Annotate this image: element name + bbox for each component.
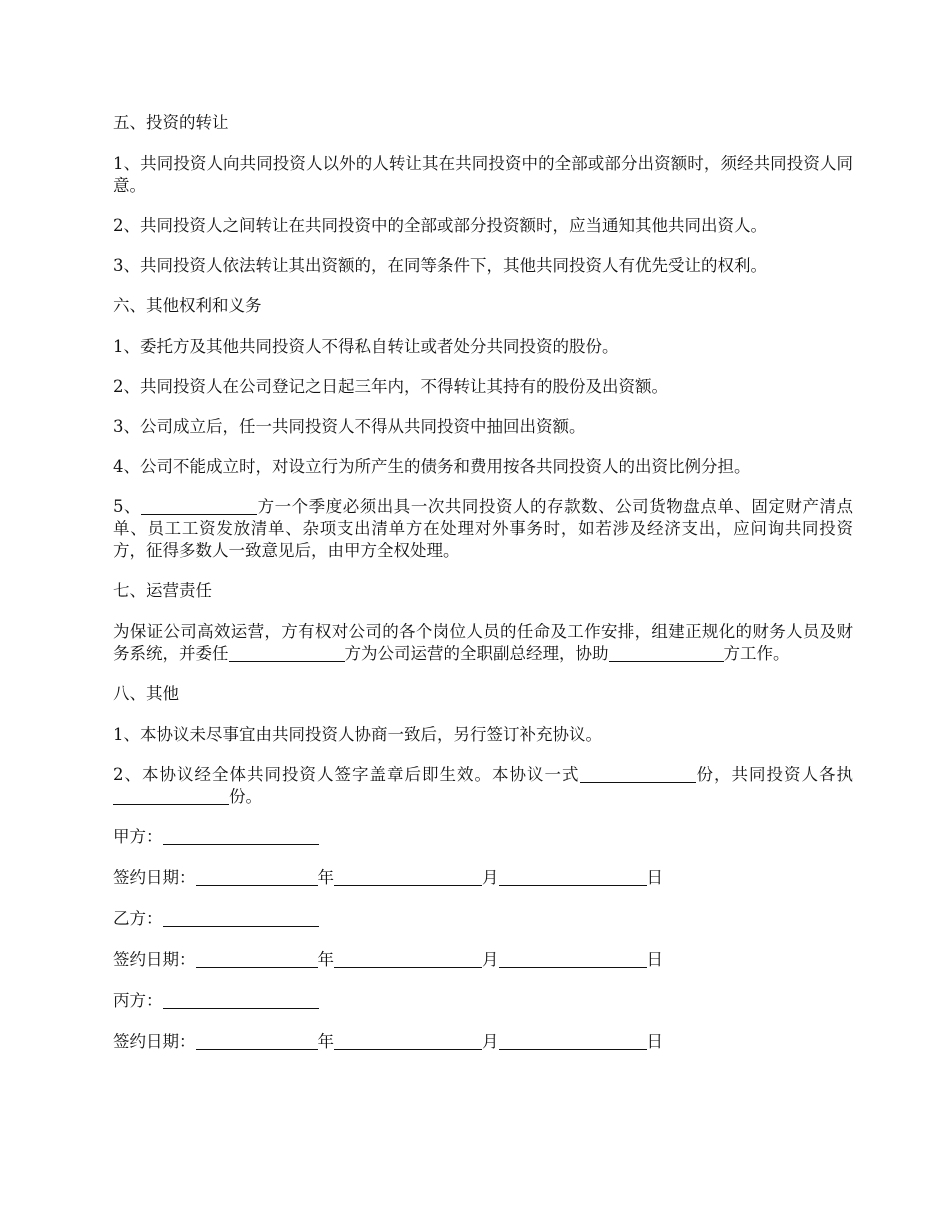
- day-label: 日: [646, 868, 663, 887]
- section-6-title: 六、其他权利和义务: [113, 296, 262, 315]
- date-label: 签约日期：: [113, 1032, 196, 1051]
- section-8-clause-1: 1、本协议未尽事宜由共同投资人协商一致后，另行签订补充协议。: [113, 725, 602, 744]
- day-label: 日: [646, 950, 663, 969]
- reporting-party-blank[interactable]: [141, 496, 257, 515]
- document-page: [113, 112, 853, 1072]
- assisted-party-blank-continued[interactable]: [694, 643, 724, 662]
- month-label: 月: [482, 950, 499, 969]
- month-label: 月: [482, 868, 499, 887]
- party-a-blank[interactable]: [163, 826, 319, 845]
- assisted-party-blank[interactable]: [609, 643, 694, 662]
- year-label: 年: [317, 1032, 334, 1051]
- copies-each-blank[interactable]: [113, 786, 229, 805]
- vice-manager-party-blank[interactable]: [229, 643, 345, 662]
- section-6-clause-2: 2、共同投资人在公司登记之日起三年内，不得转让其持有的股份及出资额。: [113, 377, 668, 396]
- section-6-clause-1: 1、委托方及其他共同投资人不得私自转让或者处分共同投资的股份。: [113, 337, 619, 356]
- party-a-date: [113, 867, 853, 889]
- copies-text-1: 2、本协议经全体共同投资人签字盖章后即生效。本协议一式: [113, 765, 580, 784]
- section-6-clause-5: [113, 496, 853, 562]
- month-blank[interactable]: [334, 867, 482, 886]
- date-label: 签约日期：: [113, 868, 196, 887]
- party-b-date: [113, 949, 853, 971]
- day-blank[interactable]: [499, 949, 647, 968]
- month-blank[interactable]: [334, 1031, 482, 1050]
- day-blank[interactable]: [499, 867, 647, 886]
- section-8-title: 八、其他: [113, 684, 179, 703]
- section-5-clause-3: 3、共同投资人依法转让其出资额的，在同等条件下，其他共同投资人有优先受让的权利。: [113, 256, 767, 275]
- operations-text-2: 方为公司运营的全职副总经理，协助: [344, 644, 609, 663]
- party-b-blank[interactable]: [163, 908, 319, 927]
- year-blank[interactable]: [196, 949, 318, 968]
- party-c-label: 丙方：: [113, 991, 163, 1010]
- party-a-label: 甲方：: [113, 827, 163, 846]
- month-label: 月: [482, 1032, 499, 1051]
- clause-5-number: 5、: [113, 497, 142, 516]
- section-6-clause-4: 4、公司不能成立时，对设立行为所产生的债务和费用按各共同投资人的出资比例分担。: [113, 457, 751, 476]
- section-7-clause-1: [113, 621, 853, 665]
- party-c-signature: [113, 990, 853, 1012]
- year-label: 年: [317, 868, 334, 887]
- section-5-clause-1: 1、共同投资人向共同投资人以外的人转让其在共同投资中的全部或部分出资额时，须经共同投资人同意。: [113, 154, 853, 195]
- operations-text-3: 方工作。: [723, 644, 790, 663]
- day-label: 日: [646, 1032, 663, 1051]
- party-a-signature: [113, 826, 853, 848]
- year-label: 年: [317, 950, 334, 969]
- total-copies-blank[interactable]: [580, 764, 696, 783]
- year-blank[interactable]: [196, 867, 318, 886]
- month-blank[interactable]: [334, 949, 482, 968]
- section-7-title: 七、运营责任: [113, 581, 212, 600]
- section-6-clause-3: 3、公司成立后，任一共同投资人不得从共同投资中抽回出资额。: [113, 417, 586, 436]
- operations-text-1: 为保证公司高效运营，方有权对公司的各个岗位人员的任命及工作安排，组建正规化的财务人员及财务系统，并委任: [113, 622, 853, 663]
- party-c-date: [113, 1031, 853, 1053]
- copies-text-3: 份。: [229, 787, 262, 806]
- date-label: 签约日期：: [113, 950, 196, 969]
- party-b-label: 乙方：: [113, 909, 163, 928]
- year-blank[interactable]: [196, 1031, 318, 1050]
- section-5-title: 五、投资的转让: [113, 113, 229, 132]
- section-5-clause-2: 2、共同投资人之间转让在共同投资中的全部或部分投资额时，应当通知其他共同出资人。: [113, 216, 767, 235]
- party-c-blank[interactable]: [163, 990, 319, 1009]
- section-8-clause-2: [113, 764, 853, 808]
- party-b-signature: [113, 908, 853, 930]
- day-blank[interactable]: [499, 1031, 647, 1050]
- copies-text-2: 份，共同投资人各执: [695, 765, 853, 784]
- clause-5-text: 方一个季度必须出具一次共同投资人的存款数、公司货物盘点单、固定财产清点单、员工工资发放清单、杂项支出清单方在处理对外事务时，如若涉及经济支出，应问询共同投资方，征得多数人一致意见后，由甲方全权处理。: [113, 497, 854, 560]
